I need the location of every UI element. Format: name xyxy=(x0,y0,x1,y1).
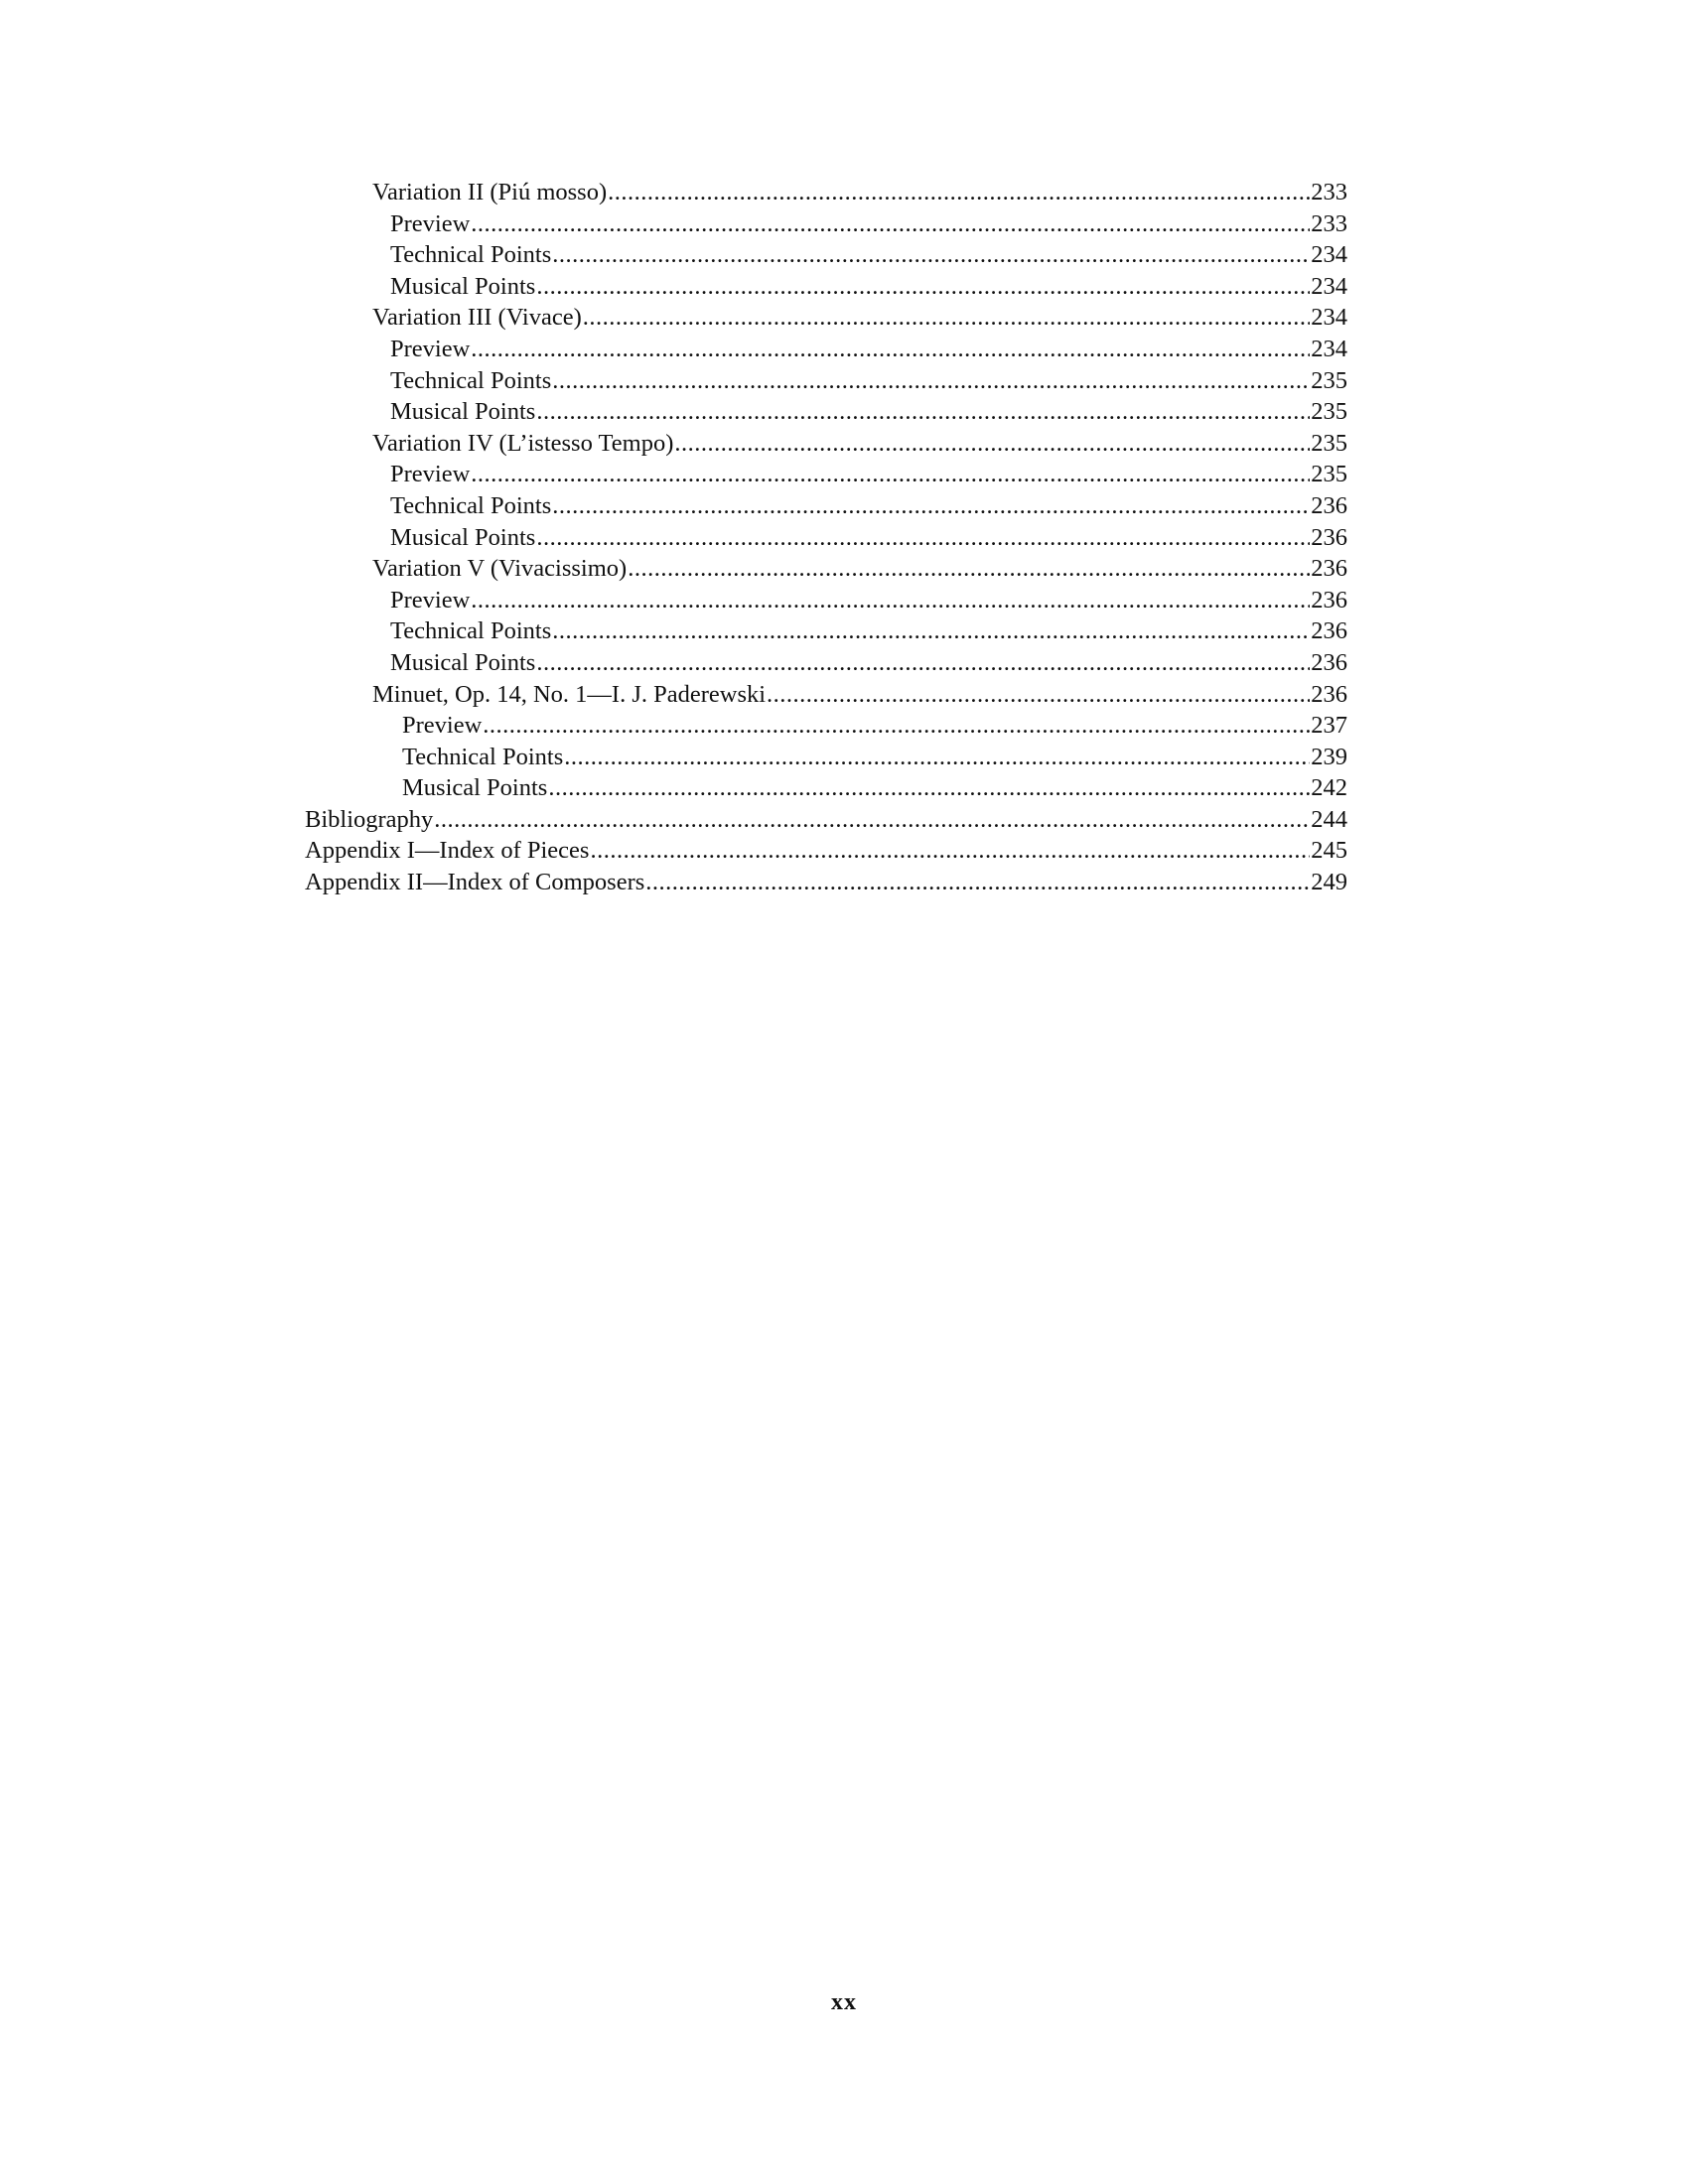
toc-entry-page: 235 xyxy=(1311,366,1347,394)
page-number: xx xyxy=(831,1989,857,2015)
dot-leader xyxy=(536,271,1310,303)
toc-entry xyxy=(0,459,1688,490)
toc-entry-title: Variation IV (L’istesso Tempo) xyxy=(372,429,674,457)
toc-entry xyxy=(0,585,1688,616)
toc-entry-title: Musical Points xyxy=(390,398,536,426)
toc-entry-page: 233 xyxy=(1311,209,1347,237)
toc-entry xyxy=(0,334,1688,365)
dot-leader xyxy=(645,867,1310,898)
toc-entry-page: 236 xyxy=(1311,680,1347,708)
toc-entry xyxy=(0,615,1688,647)
toc-entry-title: Bibliography xyxy=(305,805,434,833)
toc-entry-page: 244 xyxy=(1311,805,1347,833)
toc-entry xyxy=(0,239,1688,271)
dot-leader xyxy=(628,553,1310,585)
toc-entry-page: 234 xyxy=(1311,335,1347,362)
dot-leader xyxy=(471,459,1310,490)
toc-entry-page: 236 xyxy=(1311,555,1347,583)
toc-entry xyxy=(0,710,1688,742)
dot-leader xyxy=(536,396,1310,428)
toc-entry-title: Musical Points xyxy=(390,272,536,300)
toc-entry-page: 234 xyxy=(1311,272,1347,300)
toc-entry-title: Preview xyxy=(390,335,471,362)
dot-leader xyxy=(483,710,1310,742)
toc-entry xyxy=(0,522,1688,554)
toc-entry xyxy=(0,428,1688,460)
toc-entry xyxy=(0,271,1688,303)
toc-entry xyxy=(0,365,1688,397)
toc-entry-title: Technical Points xyxy=(390,241,552,269)
toc-entry xyxy=(0,208,1688,240)
toc-entry-page: 236 xyxy=(1311,586,1347,614)
toc-entry-page: 245 xyxy=(1311,837,1347,865)
toc-entry xyxy=(0,772,1688,804)
toc-entry-title: Variation V (Vivacissimo) xyxy=(372,555,628,583)
toc-entry-page: 236 xyxy=(1311,523,1347,551)
dot-leader xyxy=(471,585,1310,616)
toc-entry-title: Musical Points xyxy=(390,648,536,676)
dot-leader xyxy=(536,647,1310,679)
toc-entry xyxy=(0,177,1688,208)
toc-entry xyxy=(0,867,1688,898)
toc-entry-page: 235 xyxy=(1311,461,1347,488)
dot-leader xyxy=(552,239,1310,271)
toc-entry-page: 237 xyxy=(1311,712,1347,740)
table-of-contents xyxy=(0,177,1688,898)
toc-entry xyxy=(0,804,1688,836)
toc-entry-page: 236 xyxy=(1311,617,1347,645)
toc-entry xyxy=(0,396,1688,428)
dot-leader xyxy=(590,835,1310,867)
toc-entry-page: 233 xyxy=(1311,179,1347,205)
toc-entry-title: Technical Points xyxy=(390,491,552,519)
toc-entry-page: 239 xyxy=(1311,743,1347,770)
toc-entry-title: Preview xyxy=(402,712,483,740)
dot-leader xyxy=(434,804,1310,836)
dot-leader xyxy=(767,679,1310,711)
toc-entry-page: 249 xyxy=(1311,869,1347,896)
dot-leader xyxy=(471,334,1310,365)
dot-leader xyxy=(608,177,1310,208)
toc-entry-title: Preview xyxy=(390,461,471,488)
toc-entry-title: Preview xyxy=(390,209,471,237)
toc-entry-title: Preview xyxy=(390,586,471,614)
toc-entry xyxy=(0,647,1688,679)
toc-entry-page: 236 xyxy=(1311,491,1347,519)
dot-leader xyxy=(548,772,1310,804)
dot-leader xyxy=(552,365,1310,397)
dot-leader xyxy=(552,490,1310,522)
dot-leader xyxy=(674,428,1310,460)
toc-entry-title: Appendix I—Index of Pieces xyxy=(305,837,590,865)
toc-entry xyxy=(0,742,1688,773)
toc-entry xyxy=(0,302,1688,334)
toc-entry-title: Variation II (Piú mosso) xyxy=(372,179,608,205)
dot-leader xyxy=(536,522,1310,554)
toc-entry-title: Musical Points xyxy=(390,523,536,551)
toc-entry-page: 235 xyxy=(1311,429,1347,457)
toc-entry-page: 234 xyxy=(1311,304,1347,332)
toc-entry-title: Musical Points xyxy=(402,774,548,802)
dot-leader xyxy=(552,615,1310,647)
toc-entry xyxy=(0,835,1688,867)
toc-entry-page: 236 xyxy=(1311,648,1347,676)
toc-entry-title: Appendix II—Index of Composers xyxy=(305,869,645,896)
dot-leader xyxy=(564,742,1310,773)
toc-entry xyxy=(0,490,1688,522)
dot-leader xyxy=(471,208,1310,240)
toc-entry-title: Technical Points xyxy=(402,743,564,770)
dot-leader xyxy=(583,302,1310,334)
toc-entry-title: Technical Points xyxy=(390,617,552,645)
toc-entry-page: 235 xyxy=(1311,398,1347,426)
toc-entry-title: Minuet, Op. 14, No. 1—I. J. Paderewski xyxy=(372,680,767,708)
toc-entry xyxy=(0,679,1688,711)
toc-entry-title: Technical Points xyxy=(390,366,552,394)
toc-entry-page: 234 xyxy=(1311,241,1347,269)
toc-entry-title: Variation III (Vivace) xyxy=(372,304,582,332)
toc-entry-page: 242 xyxy=(1311,774,1347,802)
toc-entry xyxy=(0,553,1688,585)
